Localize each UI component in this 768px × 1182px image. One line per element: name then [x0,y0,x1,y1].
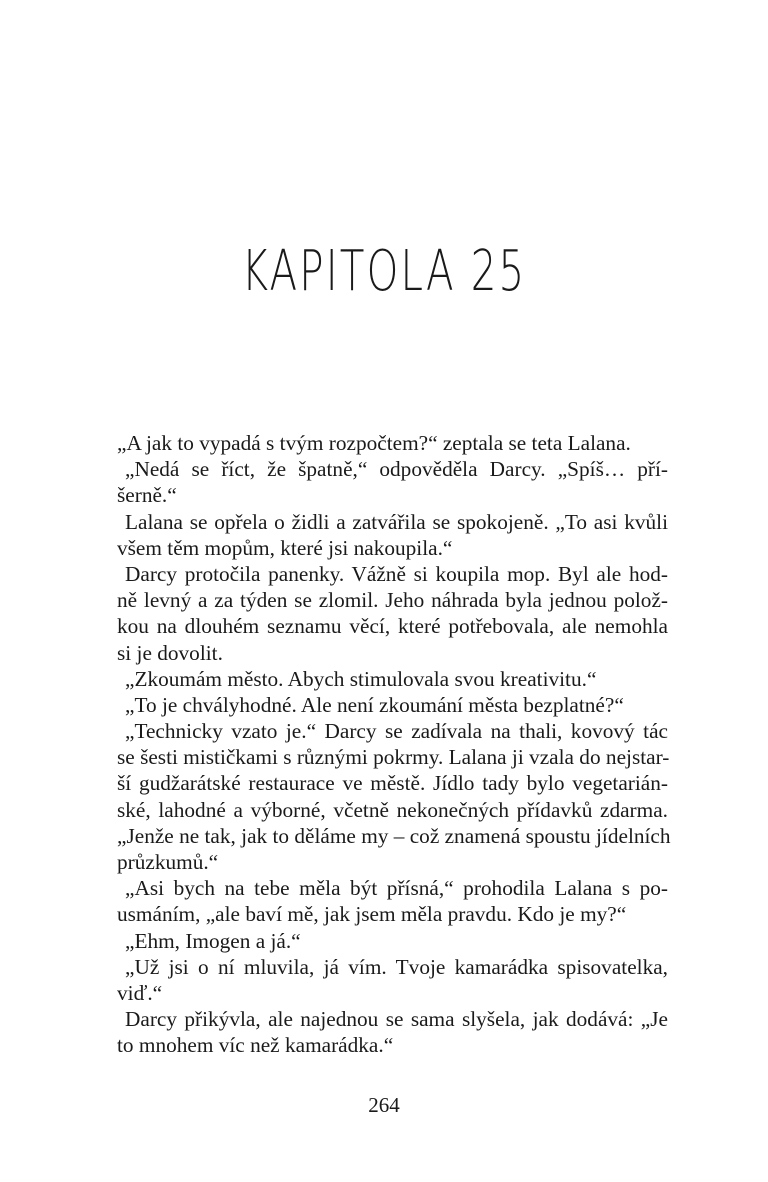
text-line: „A jak to vypadá s tvým rozpočtem?“ zeptala se teta Lalana. [117,431,631,455]
body-text [117,430,671,1059]
text-line: „Už jsi o ní mluvila, já vím. Tvoje kamarádka spisovatelka, [125,954,668,979]
text-line: „Zkoumám město. Abych stimulovala svou kreativitu.“ [125,666,597,691]
text-line: šerně.“ [117,483,177,508]
text-line: „Technicky vzato je.“ Darcy se zadívala na thali, kovový tác [125,719,668,744]
text-line: průzkumů.“ [117,850,219,874]
text-line: Darcy přikývla, ale najednou se sama slyšela, jak dodává: „Je [125,1007,668,1032]
text-line: Lalana se opřela o židli a zatvářila se spokojeně. „To asi kvůli [125,509,668,534]
text-line: „Jenže ne tak, jak to děláme my – což znamená spoustu jídelních [117,823,671,848]
text-line: „Nedá se říct, že špatně,“ odpověděla Darcy. „Spíš… pří- [125,457,668,482]
text-line: „Ehm, Imogen a já.“ [125,928,301,953]
text-line: Darcy protočila panenky. Vážně si koupila mop. Byl ale hod- [125,561,668,586]
text-line: „To je chvályhodné. Ale není zkoumání města bezplatné?“ [125,692,624,717]
text-line: ně levný a za týden se zlomil. Jeho náhrada byla jednou polož- [117,588,668,613]
text-line: se šesti mističkami s různými pokrmy. Lalana ji vzala do nejstar- [117,745,670,770]
text-line: to mnohem víc než kamarádka.“ [117,1033,394,1058]
text-line: všem těm mopům, které jsi nakoupila.“ [117,535,453,560]
text-line: „Asi bych na tebe měla být přísná,“ prohodila Lalana s po- [125,876,668,901]
text-line: ší gudžarátské restaurace ve městě. Jídlo tady bylo vegetarián- [117,771,668,796]
page-number: 264 [368,1093,400,1117]
text-line: ské, lahodné a výborné, včetně nekonečných přídavků zdarma. [117,797,668,822]
text-line: viď.“ [117,980,163,1005]
text-line: usmáním, „ale baví mě, jak jsem měla pravdu. Kdo je my?“ [117,902,627,927]
text-line: si je dovolit. [117,640,223,665]
chapter-title: KAPITOLA 25 [241,239,527,304]
text-line: kou na dlouhém seznamu věcí, které potřebovala, ale nemohla [117,614,668,639]
